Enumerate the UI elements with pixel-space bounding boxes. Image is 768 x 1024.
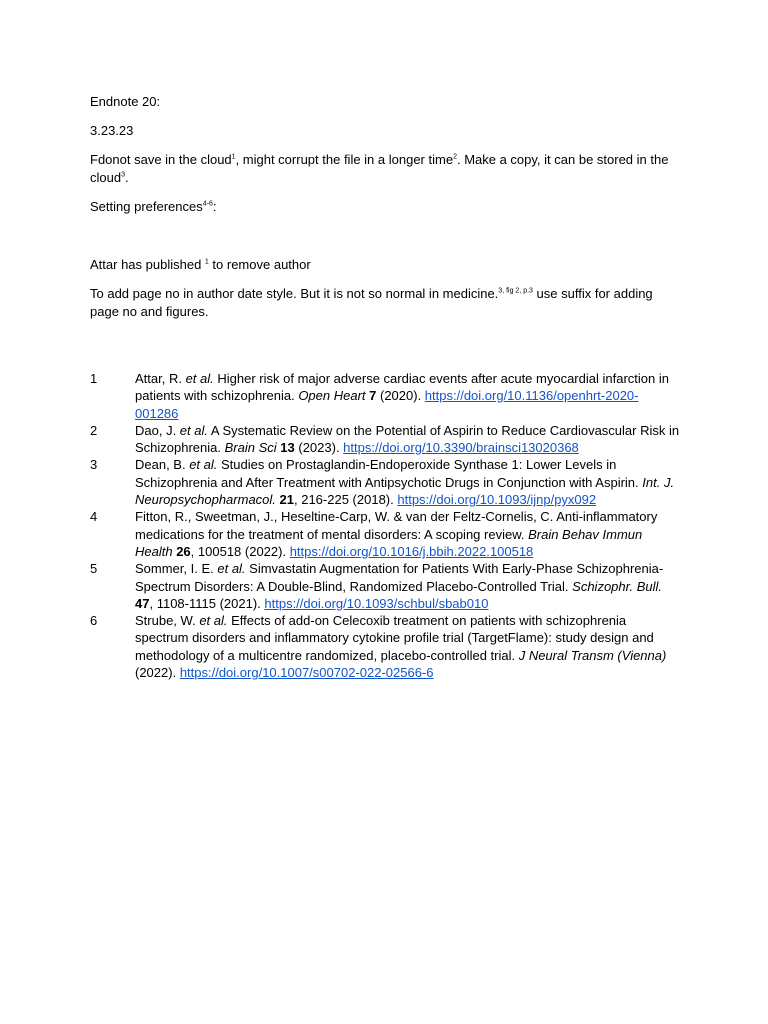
reference-authors: Dean, B.: [135, 457, 190, 473]
blank-line: [90, 332, 680, 370]
blank-line: [90, 227, 680, 256]
reference-number: 2: [90, 422, 98, 438]
date-line: [90, 122, 680, 140]
reference-volume: 47: [135, 595, 150, 611]
doi-link[interactable]: https://doi.org/10.3390/brainsci13020368: [343, 440, 579, 456]
reference-etal: et al.: [189, 457, 218, 473]
reference-authors: Attar, R.: [135, 371, 186, 386]
heading-text: Endnote 20:: [90, 94, 161, 109]
reference-volume: 7: [369, 388, 377, 404]
reference-volume: 13: [280, 440, 295, 456]
reference-details: (2023).: [294, 440, 344, 456]
reference-etal: et al.: [217, 561, 246, 577]
reference-journal: Brain Behav Immun Health: [135, 526, 643, 559]
reference-authors: Strube, W.: [135, 613, 200, 629]
bibliography-entry: [90, 508, 680, 560]
doi-link[interactable]: https://doi.org/10.1093/schbul/sbab010: [264, 595, 489, 611]
text-run: .: [124, 170, 129, 185]
citation-superscript: 3: [121, 171, 125, 179]
reference-details: , 1108-1115 (2021).: [149, 595, 265, 611]
reference-authors: Sommer, I. E.: [135, 561, 218, 577]
reference-title: Effects of add-on Celecoxib treatment on patients with schizophrenia spectrum disorders and inflammatory cytokine profile trial (TargetFlame): study design and methodology of a multicentre randomized, placebo-controlled trial.: [135, 613, 654, 663]
reference-title: Anti-inflammatory medications for the treatment of mental disorders: A scoping review.: [135, 509, 658, 542]
reference-title: Higher risk of major adverse cardiac events after acute myocardial infarction in patients with schizophrenia.: [135, 371, 669, 404]
text-run: , might corrupt the file in a longer time: [235, 152, 454, 167]
text-run: :: [212, 199, 217, 214]
reference-journal: Int. J. Neuropsychopharmacol.: [135, 474, 675, 508]
reference-title: A Systematic Review on the Potential of Aspirin to Reduce Cardiovascular Risk in Schizophrenia.: [135, 422, 680, 456]
bibliography-entry: [90, 456, 680, 508]
reference-journal: Open Heart: [298, 388, 366, 404]
reference-text: [135, 612, 680, 681]
reference-etal: et al.: [199, 613, 228, 629]
reference-etal: et al.: [179, 422, 208, 438]
reference-text: [135, 370, 680, 422]
text-run: To add page no in author date style. But it is not so normal in medicine.: [90, 286, 499, 301]
document-body[interactable]: [90, 93, 680, 681]
paragraph-cloud: [90, 151, 680, 187]
reference-authors: Fitton, R., Sweetman, J., Heseltine-Carp, W. & van der Feltz-Cornelis, C.: [135, 509, 554, 525]
reference-number: 3: [90, 457, 98, 473]
reference-details: , 216-225 (2018).: [294, 492, 398, 508]
bibliography: [90, 370, 680, 681]
reference-text: [135, 422, 680, 457]
bibliography-entry: [90, 422, 680, 457]
citation-superscript: 3, fig 2, p.3: [498, 287, 533, 295]
text-run: Attar has published: [90, 257, 205, 272]
doi-link[interactable]: https://doi.org/10.1093/ijnp/pyx092: [397, 492, 597, 508]
reference-number: 4: [90, 509, 98, 525]
citation-superscript: 1: [204, 258, 209, 266]
heading-line: [90, 93, 680, 111]
doi-link[interactable]: https://doi.org/10.1136/openhrt-2020-001286: [135, 388, 639, 421]
reference-authors: Dao, J.: [135, 422, 180, 438]
reference-text: [135, 560, 680, 612]
text-run: to remove author: [208, 257, 311, 272]
text-run: . Make a copy, it can be stored in the cloud: [90, 152, 669, 185]
reference-journal: Brain Sci: [224, 440, 277, 456]
reference-details: , 100518 (2022).: [190, 543, 290, 559]
reference-title: Simvastatin Augmentation for Patients With Early-Phase Schizophrenia-Spectrum Disorders: A Double-Blind, Randomized Placebo-Controlled Trial.: [135, 561, 664, 594]
text-run: Fdonot save in the cloud: [90, 152, 232, 167]
text-run: use suffix for adding page no and figures.: [90, 286, 653, 319]
reference-journal: Schizophr. Bull.: [572, 578, 662, 594]
reference-details: (2022).: [135, 665, 180, 681]
doi-link[interactable]: https://doi.org/10.1007/s00702-022-02566-6: [179, 665, 434, 681]
citation-superscript: 2: [453, 153, 457, 161]
bibliography-entry: [90, 612, 680, 681]
reference-number: 5: [90, 561, 98, 577]
reference-number: 1: [90, 371, 98, 386]
reference-etal: et al.: [185, 371, 214, 386]
reference-number: 6: [90, 613, 98, 629]
reference-details: (2020).: [376, 388, 425, 404]
doi-link[interactable]: https://doi.org/10.1016/j.bbih.2022.100518: [289, 543, 534, 559]
reference-text: [135, 456, 680, 508]
citation-superscript: 4-6: [202, 200, 213, 208]
bibliography-entry: [90, 370, 680, 422]
paragraph-page-numbers: [90, 285, 680, 321]
paragraph-preferences: [90, 198, 680, 216]
reference-volume: 26: [176, 543, 191, 559]
date-text: 3.23.23: [90, 123, 134, 138]
paragraph-attar: [90, 256, 680, 274]
reference-journal: J Neural Transm (Vienna): [518, 647, 667, 663]
reference-text: [135, 508, 680, 560]
bibliography-entry: [90, 560, 680, 612]
text-run: Setting preferences: [90, 199, 203, 214]
citation-superscript: 1: [231, 153, 236, 161]
reference-volume: 21: [279, 492, 294, 508]
reference-title: Studies on Prostaglandin-Endoperoxide Synthase 1: Lower Levels in Schizophrenia and After Treatment with Antipsychotic Drugs in Conjunction with Aspirin.: [135, 457, 643, 490]
